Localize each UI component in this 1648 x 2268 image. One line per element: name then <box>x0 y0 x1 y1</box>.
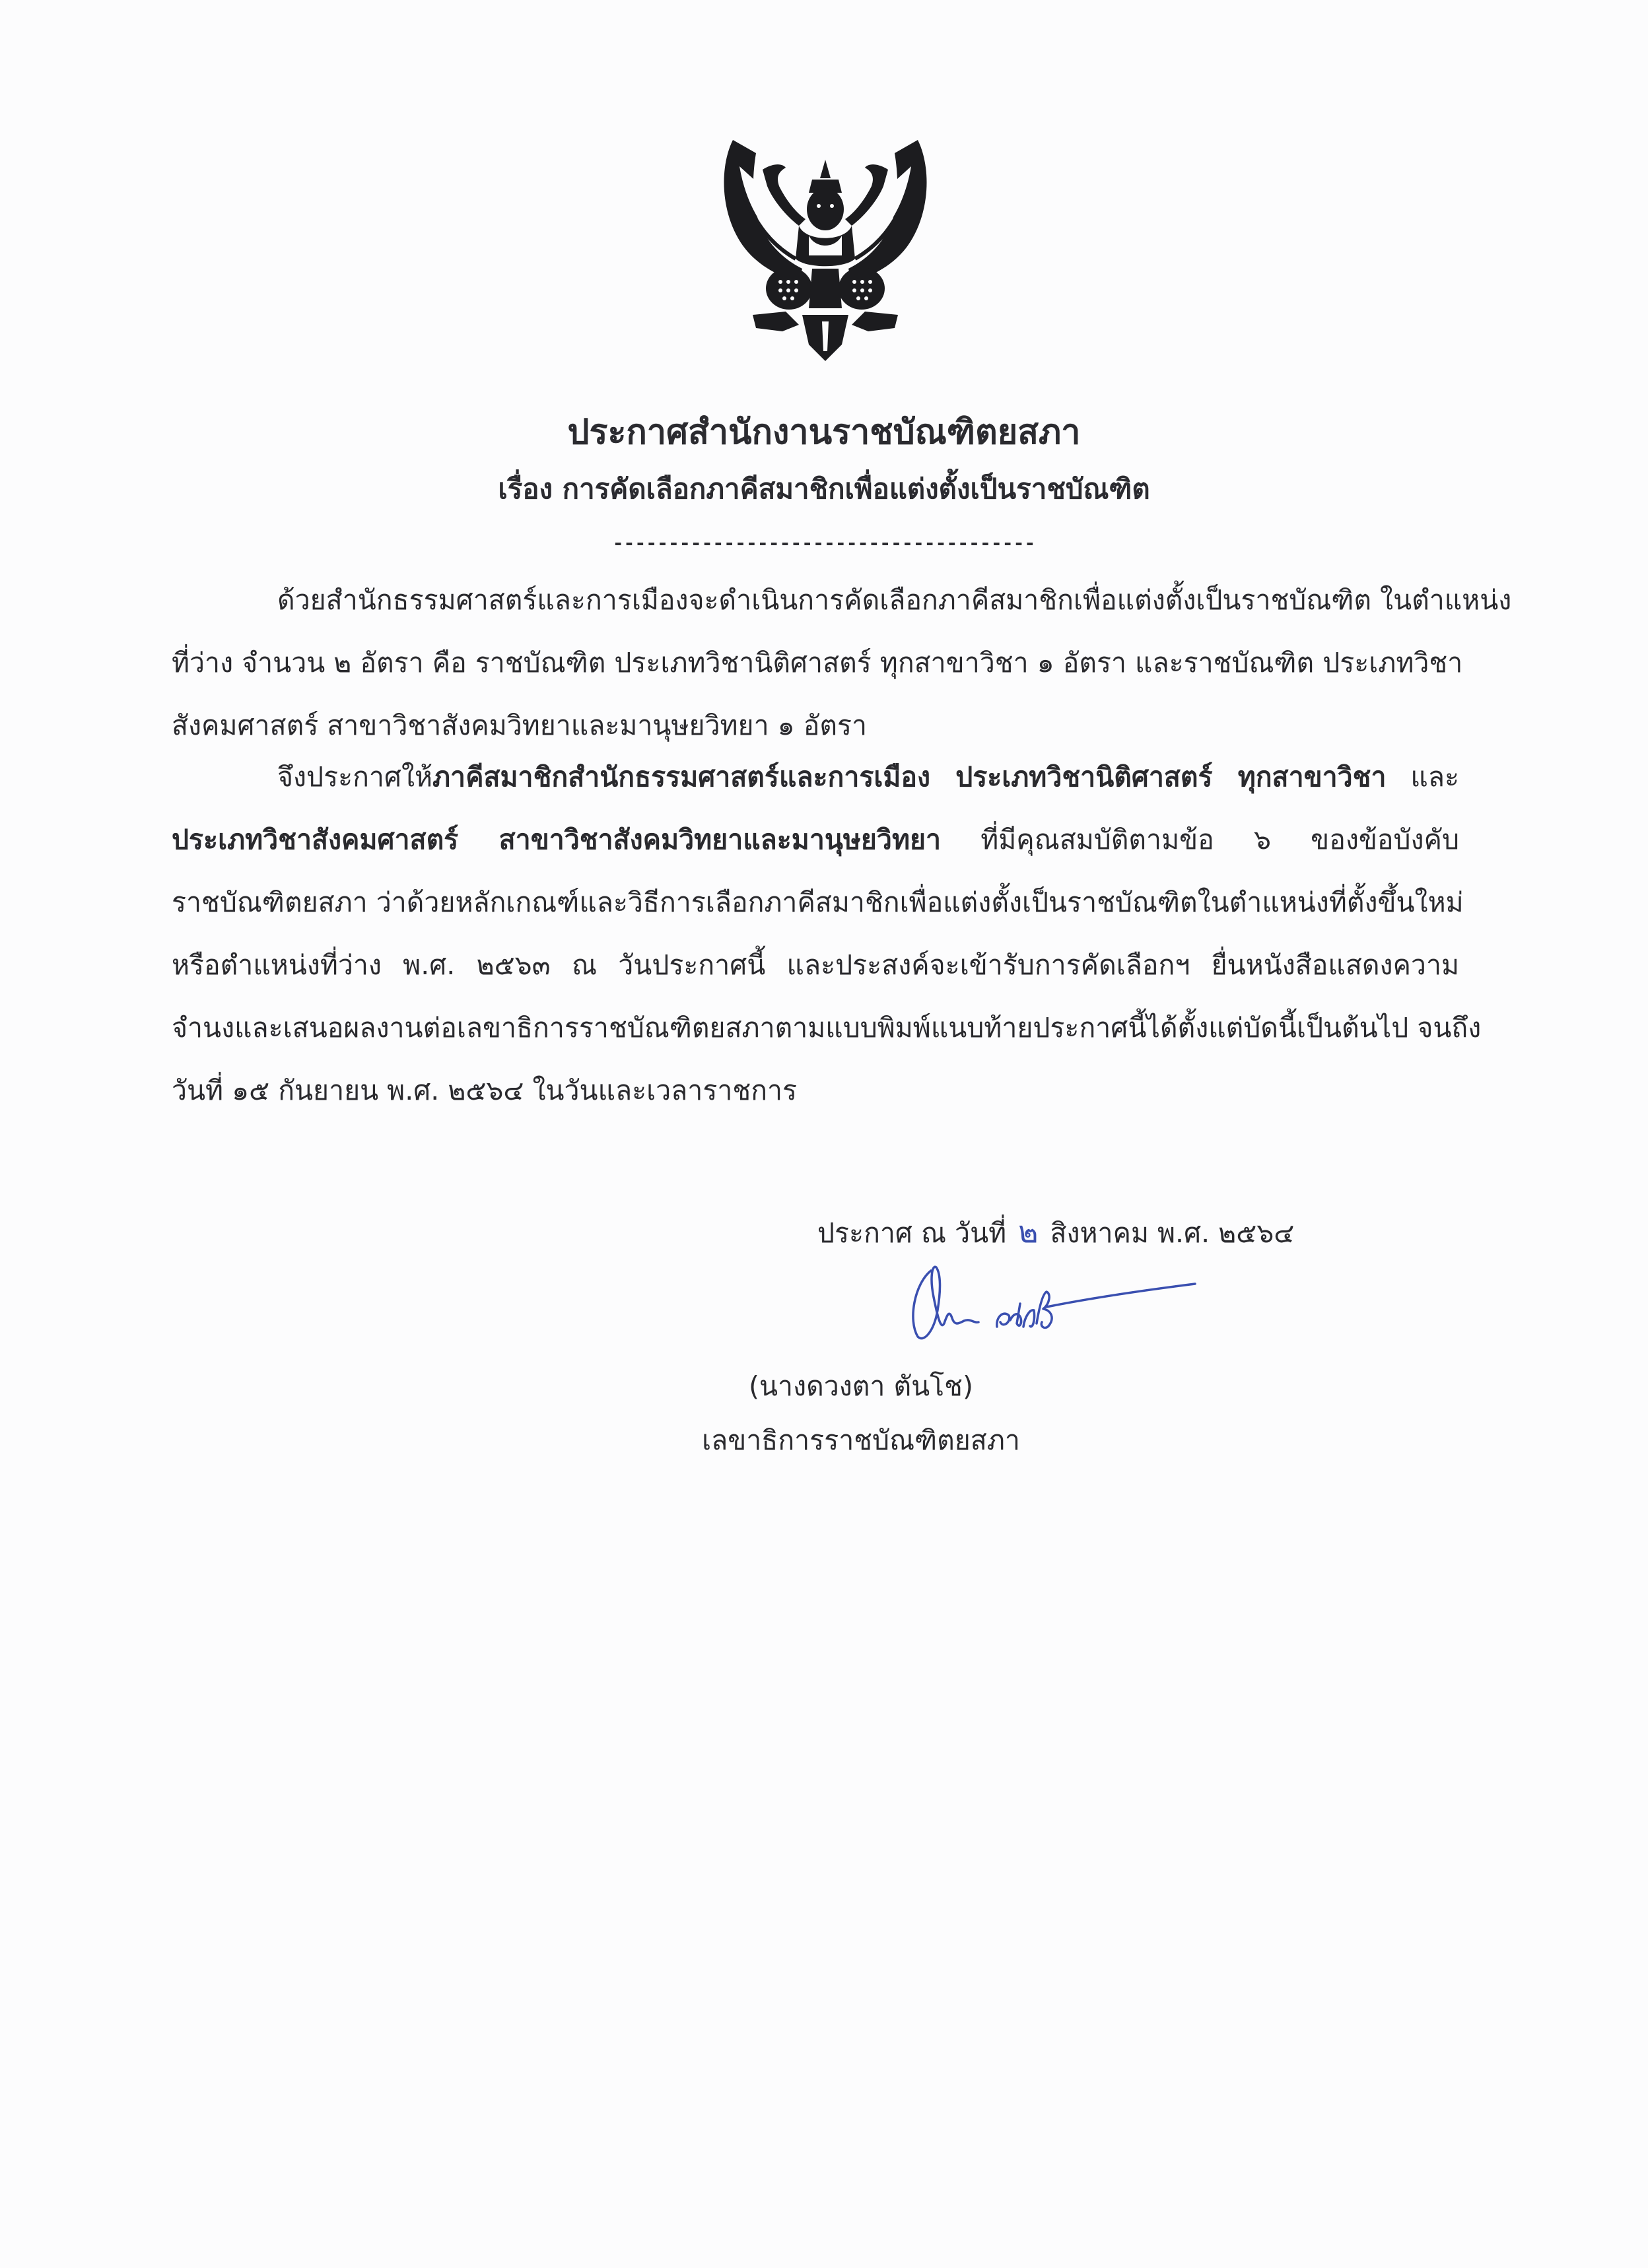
paragraph-2-line: จำนงและเสนอผลงานต่อเลขาธิการราชบัณฑิตยสภาตามแบบพิมพ์แนบท้ายประกาศนี้ได้ตั้งแต่บัดนี้เป็นต้นไป จนถึง <box>172 1012 1482 1044</box>
paragraph-2 <box>172 746 1482 1122</box>
paragraph-2-line <box>172 809 1459 871</box>
paragraph-2-text: และ <box>1386 761 1459 793</box>
paragraph-2-bold-text: ภาคีสมาชิกสำนักธรรมศาสตร์และการเมือง ประเภทวิชานิติศาสตร์ ทุกสาขาวิชา <box>432 761 1387 793</box>
date-prefix: ประกาศ ณ วันที่ <box>817 1217 1007 1249</box>
paragraph-2-text: ที่มีคุณสมบัติตามข้อ ๖ ของข้อบังคับ <box>941 824 1459 855</box>
paragraph-1-line: ที่ว่าง จำนวน ๒ อัตรา คือ ราชบัณฑิต ประเภทวิชานิติศาสตร์ ทุกสาขาวิชา ๑ อัตรา และราชบัณฑิต ประเภทวิชา <box>172 647 1463 679</box>
paragraph-2-line: ราชบัณฑิตยสภา ว่าด้วยหลักเกณฑ์และวิธีการเลือกภาคีสมาชิกเพื่อแต่งตั้งเป็นราชบัณฑิตในตำแหน่งที่ตั้งขึ้นใหม่ <box>172 886 1464 918</box>
paragraph-2-line <box>172 746 1459 809</box>
signer-name: (นางดวงตา ตันโช) <box>749 1370 973 1402</box>
paragraph-2-text: จึงประกาศให้ <box>277 761 433 793</box>
signer-position: เลขาธิการราชบัณฑิตยสภา <box>702 1424 1020 1456</box>
handwritten-day: ๒ <box>1018 1214 1039 1250</box>
announcement-date <box>817 1208 1294 1256</box>
signature-icon <box>905 1257 1248 1343</box>
announcement-subject: เรื่อง การคัดเลือกภาคีสมาชิกเพื่อแต่งตั้งเป็นราชบัณฑิต <box>498 473 1150 505</box>
paragraph-1 <box>172 569 1512 757</box>
date-month-year: สิงหาคม พ.ศ. ๒๕๖๔ <box>1050 1217 1295 1249</box>
garuda-emblem-icon <box>706 127 944 364</box>
paragraph-2-bold-text: ประเภทวิชาสังคมศาสตร์ สาขาวิชาสังคมวิทยาและมานุษยวิทยา <box>172 824 942 855</box>
paragraph-1-line: สังคมศาสตร์ สาขาวิชาสังคมวิทยาและมานุษยวิทยา ๑ อัตรา <box>172 710 867 741</box>
announcement-title: ประกาศสำนักงานราชบัณฑิตยสภา <box>567 413 1081 452</box>
title-separator: -------------------------------------- <box>612 532 1036 554</box>
paragraph-2-line: วันที่ ๑๕ กันยายน พ.ศ. ๒๕๖๔ ในวันและเวลาราชการ <box>172 1075 798 1106</box>
paragraph-1-line: ด้วยสำนักธรรมศาสตร์และการเมืองจะดำเนินการคัดเลือกภาคีสมาชิกเพื่อแต่งตั้งเป็นราชบัณฑิต ในตำแหน่ง <box>277 584 1512 616</box>
paragraph-2-line: หรือตำแหน่งที่ว่าง พ.ศ. ๒๕๖๓ ณ วันประกาศนี้ และประสงค์จะเข้ารับการคัดเลือกฯ ยื่นหนังสือแสดงความ <box>172 949 1459 981</box>
